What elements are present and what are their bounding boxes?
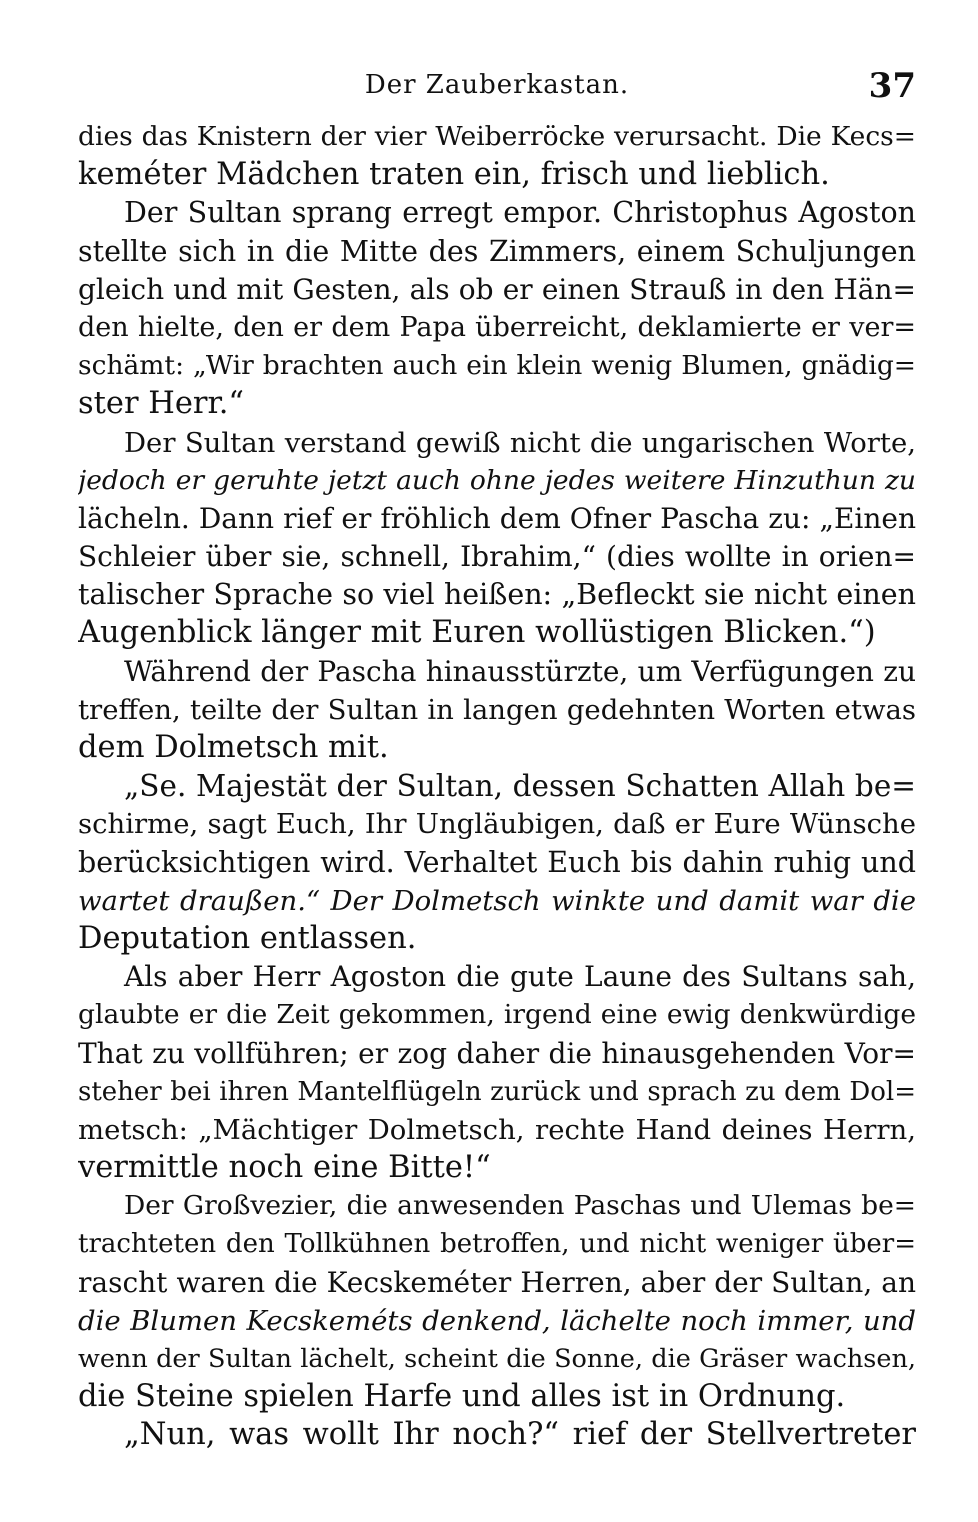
text-line: Deputation entlassen. xyxy=(78,920,417,956)
text-line: rascht waren die Kecskeméter Herren, aber der Sultan, an xyxy=(78,1265,916,1299)
text-line: wartet draußen.“ Der Dolmetsch winkte und damit war die xyxy=(78,884,916,917)
text-line: den hielte, den er dem Papa überreicht, deklamierte er ver= xyxy=(78,311,916,343)
body-text xyxy=(78,118,916,1455)
text-line: Der Sultan sprang erregt empor. Christophus Agoston xyxy=(124,196,916,230)
running-title: Der Zauberkastan. xyxy=(364,70,630,100)
text-line: Der Großvezier, die anwesenden Paschas und Ulemas be= xyxy=(124,1190,916,1222)
text-line: die Blumen Kecskeméts denkend, lächelte noch immer, und xyxy=(78,1304,916,1337)
text-line: dies das Knistern der vier Weiberröcke verursacht. Die Kecs= xyxy=(78,121,916,152)
text-line: talischer Sprache so viel heißen: „Befleckt sie nicht einen xyxy=(78,578,916,612)
page-number: 37 xyxy=(868,66,916,106)
text-line: wenn der Sultan lächelt, scheint die Sonne, die Gräser wachsen, xyxy=(78,1344,916,1374)
text-line: metsch: „Mächtiger Dolmetsch, rechte Hand deines Herrn, xyxy=(78,1113,916,1146)
text-line: gleich und mit Gesten, als ob er einen Strauß in den Hän= xyxy=(78,272,916,306)
text-line: schirme, sagt Euch, Ihr Ungläubigen, daß er Eure Wünsche xyxy=(78,808,916,841)
text-line: die Steine spielen Harfe und alles ist in Ordnung. xyxy=(78,1379,846,1415)
text-line: „Se. Majestät der Sultan, dessen Schatten Allah be= xyxy=(124,769,916,804)
text-line: steher bei ihren Mantelflügeln zurück und sprach zu dem Dol= xyxy=(78,1076,916,1107)
text-line: vermittle noch eine Bitte!“ xyxy=(78,1150,491,1186)
text-line: treffen, teilte der Sultan in langen gedehnten Worten etwas xyxy=(78,693,916,726)
text-line: trachteten den Tollkühnen betroffen, und nicht weniger über= xyxy=(78,1229,916,1260)
page-header xyxy=(78,62,916,112)
text-line: stellte sich in die Mitte des Zimmers, einem Schuljungen xyxy=(78,234,916,268)
text-line: dem Dolmetsch mit. xyxy=(78,730,389,765)
text-line: jedoch er geruhte jetzt auch ohne jedes weitere Hinzuthun zu xyxy=(78,464,916,496)
text-line: keméter Mädchen traten ein, frisch und lieblich. xyxy=(78,157,830,193)
text-line: lächeln. Dann rief er fröhlich dem Ofner Pascha zu: „Einen xyxy=(78,501,916,535)
text-line: Während der Pascha hinausstürzte, um Verfügungen zu xyxy=(124,654,916,688)
text-line: Augenblick länger mit Euren wollüstigen Blicken.“) xyxy=(78,615,876,651)
text-line: ster Herr.“ xyxy=(78,386,244,422)
text-line: Der Sultan verstand gewiß nicht die ungarischen Worte, xyxy=(124,426,916,459)
text-line: glaubte er die Zeit gekommen, irgend eine ewig denkwürdige xyxy=(78,999,916,1031)
text-line: Als aber Herr Agoston die gute Laune des Sultans sah, xyxy=(124,960,916,994)
text-line: That zu vollführen; er zog daher die hinausgehenden Vor= xyxy=(78,1036,916,1070)
text-line: „Nun, was wollt Ihr noch?“ rief der Stellvertreter xyxy=(124,1417,916,1453)
text-line: Schleier über sie, schnell, Ibrahim,“ (dies wollte in orien= xyxy=(78,540,916,574)
text-line: schämt: „Wir brachten auch ein klein wenig Blumen, gnädig= xyxy=(78,350,916,382)
text-line: berücksichtigen wird. Verhaltet Euch bis dahin ruhig und xyxy=(78,845,916,879)
